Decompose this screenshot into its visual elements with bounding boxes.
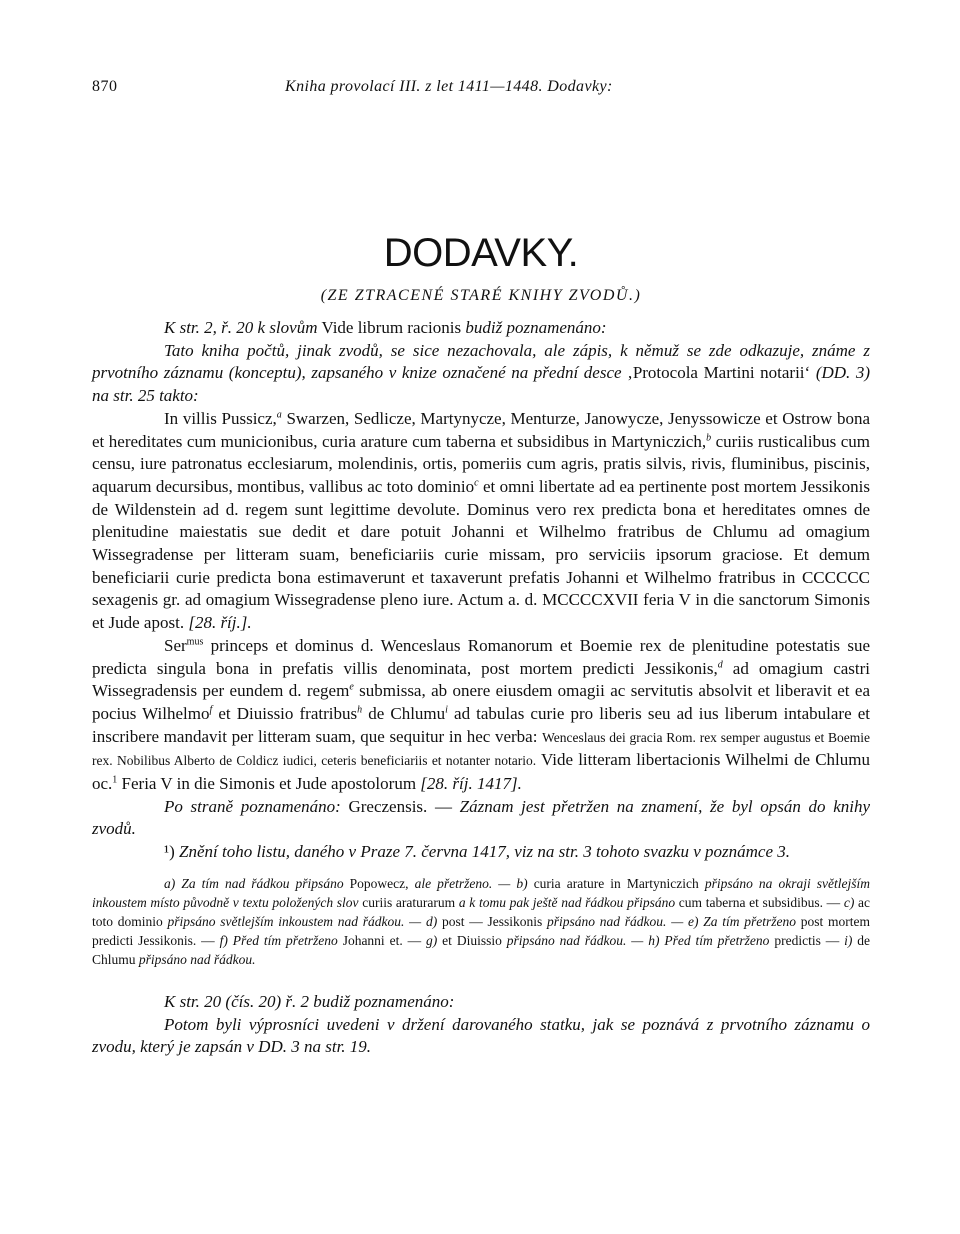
note-comment: připsáno na okraji světlejším inkoustem místo původně v textu položených slov xyxy=(92,875,871,910)
intro-paragraph xyxy=(92,340,870,408)
note-comment: připsáno světlejším inkoustem nad řádkou. — xyxy=(167,913,422,929)
note-comment: ale přetrženo. — xyxy=(414,875,511,891)
record-text: Swarzen, Sedlicze, Martynycze, Menturze, Janowycze, Jenyssowicze et Ostrow bona et hereditates cum municionibus, curia arature cum taberna et subsidibus in Martyniczich, xyxy=(92,408,871,451)
record-paragraph-2 xyxy=(92,635,870,796)
record-text: de Chlumu xyxy=(362,703,446,723)
intro-text: Tato kniha počtů, jinak zvodů, se sice nezachovala, ale zápis, k němuž se zde odkazuje, známe z prvotního záznamu (konceptu), zapsaného v knize označené na přední desce xyxy=(92,340,870,383)
footnote-marker: 1 xyxy=(112,774,118,786)
note-marker: a) xyxy=(164,875,176,891)
record-date: [28. říj.]. xyxy=(188,613,252,633)
note-quote: Johanni et. — xyxy=(342,932,422,948)
note-comment: připsáno nad řádkou. — xyxy=(547,913,684,929)
record-paragraph-1 xyxy=(92,408,870,635)
record-text: Vide litteram libertacionis Wilhelmi de Chlumu oc. xyxy=(92,750,870,794)
record-text: et omni libertate ad ea pertinente post mortem Jessikonis de Wildenstein ad d. regem sunt legittime devolute. Dominus vero rex predicta bona et hereditates omnes de plenitudine maiestatis sue dedit et dare potuit Johanni et Wilhelmo fratribus de Chlumu ad omagium Wissegradense per litteram suam, beneficiariis curie missam, pro serviciis ipsorum graciose. Et demum beneficiarii curie predicta bona estimaverunt et taxaverunt prefatis Johanni et Wilhelmo fratribus in CCCCCC sexagenis gr. ad omagium Wissegradense pleno iure. Actum a. d. MCCCCXVII feria V in die sanctorum Simonis et Jude apost. xyxy=(92,476,870,633)
margin-note-label: Po straně poznamenáno: xyxy=(164,796,341,816)
record-text: ad tabulas curie pro liberis seu ad ius liberum intabulare et inscribere mandavit per litteram suam, que sequitur in hec verba: xyxy=(92,703,870,746)
note-comment: Před tím přetrženo xyxy=(232,932,338,948)
footnote-number: ¹) xyxy=(164,842,175,862)
page xyxy=(92,78,870,1059)
footnote-marker: d xyxy=(717,658,723,670)
note-quote: de Chlumu xyxy=(92,932,871,967)
note-comment: Za tím přetrženo xyxy=(703,913,797,929)
record-date: [28. říj. 1417]. xyxy=(420,774,522,794)
note-quote: curiis araturarum xyxy=(362,894,456,910)
page-number: 870 xyxy=(92,78,118,95)
note-comment: a k tomu pak ještě nad řádkou připsáno xyxy=(458,894,676,910)
record-text: ad omagium castri Wissegradensis per eundem d. regem xyxy=(92,658,871,701)
note-marker: h) xyxy=(648,932,660,948)
reference-line-2: K str. 20 (čís. 20) ř. 2 budiž poznamenáno: xyxy=(164,991,455,1011)
note-quote: et Diuissio xyxy=(442,932,502,948)
record-text: princeps et dominus d. Wenceslaus Romanorum et Boemie rex de plenitudine potestatis sue predicta singula bona in prefatis villis denominata, post mortem predicti Jessikonis, xyxy=(92,635,870,678)
intro-book-name: ‚Protocola Martini notarii‘ xyxy=(627,363,811,383)
note-marker: f) xyxy=(219,932,228,948)
note-marker: e) xyxy=(687,913,699,929)
footnote-marker: a xyxy=(276,409,282,421)
note-quote: ac toto dominio xyxy=(92,894,870,929)
note-comment: připsáno nad řádkou. xyxy=(138,951,256,967)
page-title: DODAVKY. xyxy=(383,231,579,275)
footnote-marker: h xyxy=(357,704,363,716)
footnote-marker: b xyxy=(706,431,712,443)
note-marker: d) xyxy=(425,913,438,929)
note-quote: cum taberna et subsidibus. — xyxy=(678,894,841,910)
margin-note-comment: Záznam jest přetržen na znamení, že byl opsán do knihy zvodů. xyxy=(92,796,871,839)
page-subtitle: (ZE ZTRACENÉ STARÉ KNIHY ZVODŮ.) xyxy=(320,287,642,304)
section2-text: Potom byli výprosníci uvedeni v držení darovaného statku, jak se poznává z prvotního záznamu o zvodu, který je zapsán v DD. 3 na str. 19. xyxy=(92,1014,870,1057)
running-title: Kniha provolací III. z let 1411—1448. Dodavky: xyxy=(285,78,613,95)
record-text: Ser xyxy=(164,635,187,655)
note-marker: b) xyxy=(516,875,528,891)
note-marker: i) xyxy=(844,932,853,948)
reference-line xyxy=(92,317,870,340)
textual-notes xyxy=(92,874,870,969)
footnote-marker: f xyxy=(209,704,213,716)
footnote-text: Znění toho listu, daného v Praze 7. června 1417, viz na str. 3 tohoto svazku v poznámce 3. xyxy=(174,842,791,862)
footnote-marker: c xyxy=(474,477,479,489)
footnote-1 xyxy=(92,841,870,864)
note-comment: připsáno nad řádkou. — xyxy=(506,932,644,948)
footnote-marker: e xyxy=(349,681,354,693)
reference-quote: Vide librum racionis xyxy=(321,318,462,337)
reference-locator: K str. 2, ř. 20 k slovům xyxy=(164,318,318,337)
footnote-marker: i xyxy=(445,704,448,716)
note-marker: c) xyxy=(843,894,855,910)
record-text: submissa, ab onere eiusdem omagii ac servitutis absolvit et liberavit et ea pocius Wilhelmo xyxy=(92,681,870,723)
superscript-abbreviation: mus xyxy=(186,636,204,648)
note-comment: Za tím nad řádkou připsáno xyxy=(181,875,344,891)
margin-note-paragraph xyxy=(92,796,870,841)
note-quote: Popowecz, xyxy=(349,875,409,891)
note-marker: g) xyxy=(426,932,438,948)
record-text: In villis Pussicz, xyxy=(164,408,277,428)
intro-source: (DD. 3) na str. 25 takto: xyxy=(92,363,871,406)
record-text: curiis rusticalibus cum censu, iure patronatus ecclesiarum, molendinis, ortis, pomeriis cum agris, pratis silvis, rivis, fluminibus, piscinis, aquarum decursibus, montibus, vallibus ac toto dominio xyxy=(92,431,870,496)
note-quote: predictis — xyxy=(774,932,840,948)
note-comment: Před tím přetrženo xyxy=(664,932,770,948)
note-quote: post — Jessikonis xyxy=(441,913,543,929)
reference-instruction: budiž poznamenáno: xyxy=(465,318,607,337)
textual-notes-body xyxy=(92,874,870,969)
record-text: et Diuissio fratribus xyxy=(212,703,358,723)
quoted-letter: Wenceslaus dei gracia Rom. rex semper augustus et Boemie rex. Nobilibus Alberto de Coldicz iudici, ceteris beneficiariis et notanter notario. xyxy=(92,729,871,769)
margin-note-text: Greczensis. — xyxy=(340,796,460,816)
record-text: Feria V in die Simonis et Jude apostolorum xyxy=(117,774,421,794)
running-header xyxy=(92,78,870,108)
note-quote: curia arature in Martyniczich xyxy=(533,875,699,891)
note-quote: post mortem predicti Jessikonis. — xyxy=(92,913,871,948)
